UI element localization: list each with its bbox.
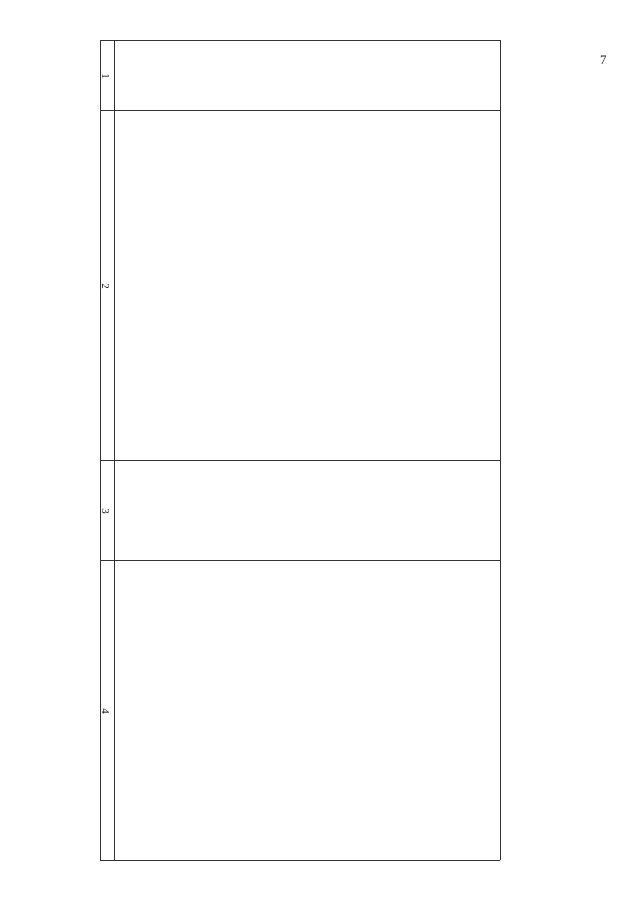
table-border: [100, 460, 500, 461]
column-header: 2: [98, 283, 111, 289]
table-border: [100, 110, 500, 111]
table-border: [100, 40, 500, 41]
table-border: [500, 40, 501, 860]
table-border: [100, 560, 500, 561]
table-border: [114, 40, 115, 860]
column-header: 3: [98, 508, 111, 514]
column-header: 4: [98, 708, 111, 714]
table-border: [100, 860, 500, 861]
table-border: [100, 40, 101, 860]
page-number: 7: [600, 52, 607, 67]
rotated-table: [100, 40, 500, 860]
column-header: 1: [98, 73, 111, 79]
